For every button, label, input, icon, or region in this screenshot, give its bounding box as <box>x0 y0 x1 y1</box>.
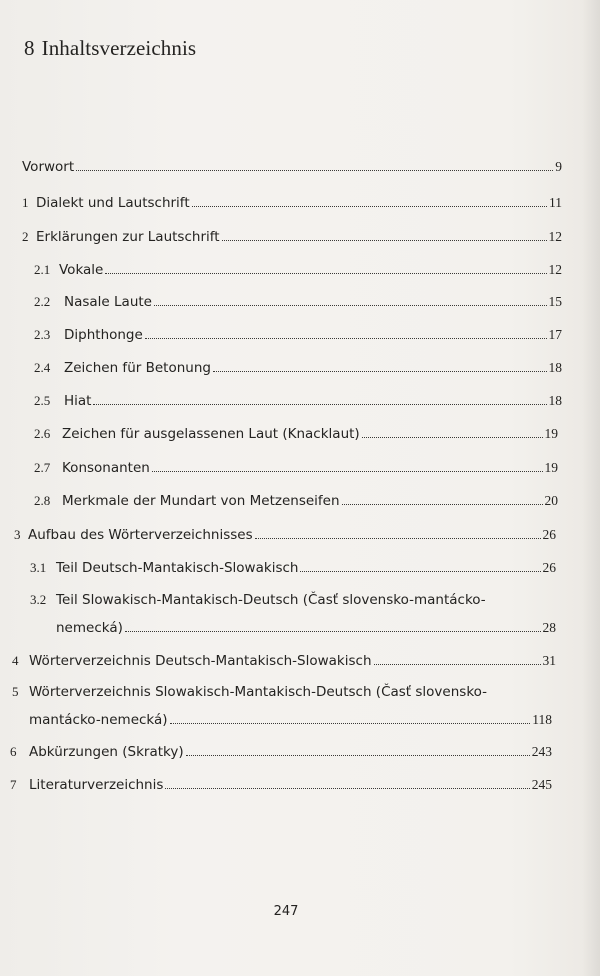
toc-entry-number: 5 <box>12 684 19 699</box>
dot-leader <box>192 206 547 207</box>
toc-entry-2-6 <box>34 425 558 443</box>
toc-entry-2-8 <box>34 492 558 510</box>
toc-entry-5 <box>12 683 556 701</box>
page-edge-shadow <box>582 0 600 976</box>
toc-entry-3-2 <box>30 591 556 609</box>
toc-entry-title: Hiat <box>64 393 92 409</box>
toc-entry-title: Zeichen für Betonung <box>64 360 211 376</box>
dot-leader <box>165 788 529 789</box>
toc-entry-title: Vorwort <box>22 159 75 175</box>
toc-entry-number: 2.8 <box>34 493 51 508</box>
toc-entry-3 <box>14 526 556 544</box>
toc-entry-title: Zeichen für ausgelassenen Laut (Knacklaut) <box>62 426 360 442</box>
toc-entry-title: Wörterverzeichnis Slowakisch-Mantakisch-Deutsch (Časť slovensko- <box>29 684 488 700</box>
toc-entry-title-continued: mantácko-nemecká) <box>29 712 168 728</box>
toc-entry-page: 118 <box>532 712 552 727</box>
page-number: 247 <box>273 904 299 919</box>
toc-entry-page: 17 <box>548 327 562 342</box>
toc-entry-2-4 <box>34 359 562 377</box>
dot-leader <box>93 404 546 405</box>
toc-entry-2-3 <box>34 326 562 344</box>
toc-entry-title: Teil Deutsch-Mantakisch-Slowakisch <box>56 560 299 576</box>
toc-entry-title: Konsonanten <box>62 460 150 476</box>
toc-entry-page: 19 <box>544 426 558 441</box>
toc-entry-title: Merkmale der Mundart von Metzenseifen <box>62 493 340 509</box>
toc-entry-2 <box>22 228 562 246</box>
toc-entry-number: 7 <box>10 777 17 792</box>
toc-entry-2-5 <box>34 392 562 410</box>
dot-leader <box>222 240 547 241</box>
toc-entry-page: 18 <box>548 360 562 375</box>
toc-entry-title: Nasale Laute <box>64 294 152 310</box>
dot-leader <box>152 471 543 472</box>
toc-entry-5-continued <box>29 711 552 729</box>
toc-entry-title: Wörterverzeichnis Deutsch-Mantakisch-Slowakisch <box>29 653 372 669</box>
dot-leader <box>125 631 541 632</box>
toc-entry-page: 15 <box>548 294 562 309</box>
toc-entry-number: 2 <box>22 229 29 244</box>
toc-entry-page: 12 <box>548 262 562 277</box>
toc-entry-number: 2.4 <box>34 360 51 375</box>
toc-entry-2-2 <box>34 293 562 311</box>
toc-entry-title: Vokale <box>59 262 104 278</box>
toc-entry-number: 1 <box>22 195 29 210</box>
toc-entry-title: Erklärungen zur Lautschrift <box>36 229 220 245</box>
chapter-heading <box>24 36 196 61</box>
dot-leader <box>105 273 546 274</box>
toc-entry-3-2-continued <box>56 619 556 637</box>
toc-entry-title: Diphthonge <box>64 327 143 343</box>
toc-entry-number: 2.2 <box>34 294 51 309</box>
toc-entry-title: Aufbau des Wörterverzeichnisses <box>28 527 253 543</box>
chapter-title: Inhaltsverzeichnis <box>41 36 197 60</box>
toc-entry-2-1 <box>34 261 562 279</box>
dot-leader <box>255 538 541 539</box>
dot-leader <box>362 437 543 438</box>
toc-entry-page: 31 <box>542 653 556 668</box>
toc-entry-title-continued: nemecká) <box>56 620 123 636</box>
toc-entry-page: 12 <box>548 229 562 244</box>
chapter-number: 8 <box>24 36 35 60</box>
dot-leader <box>374 664 541 665</box>
toc-entry-page: 26 <box>542 560 556 575</box>
toc-entry-number: 2.6 <box>34 426 51 441</box>
toc-entry-number: 2.7 <box>34 460 51 475</box>
toc-entry-number: 2.5 <box>34 393 51 408</box>
toc-entry-title: Abkürzungen (Skratky) <box>29 744 184 760</box>
dot-leader <box>170 723 531 724</box>
toc-entry-title: Dialekt und Lautschrift <box>36 195 190 211</box>
toc-entry-page: 18 <box>548 393 562 408</box>
toc-entry-number: 3 <box>14 527 21 542</box>
toc-entry-page: 9 <box>555 159 562 174</box>
toc-entry-title: Teil Slowakisch-Mantakisch-Deutsch (Časť slovensko-mantácko- <box>56 592 486 608</box>
toc-entry-number: 2.1 <box>34 262 51 277</box>
toc-entry-7 <box>10 776 552 794</box>
dot-leader <box>342 504 543 505</box>
toc-entry-number: 4 <box>12 653 19 668</box>
toc-entry-page: 245 <box>531 777 552 792</box>
dot-leader <box>213 371 547 372</box>
toc-entry-number: 2.3 <box>34 327 51 342</box>
toc-entry-page: 19 <box>544 460 558 475</box>
toc-entry-6 <box>10 743 552 761</box>
toc-entry-3-1 <box>30 559 556 577</box>
dot-leader <box>300 571 540 572</box>
toc-entry-4 <box>12 652 556 670</box>
toc-entry-title: Literaturverzeichnis <box>29 777 164 793</box>
dot-leader <box>154 305 547 306</box>
toc-entry-number: 3.2 <box>30 592 47 607</box>
toc-entry-page: 20 <box>544 493 558 508</box>
dot-leader <box>76 170 553 171</box>
toc-entry-2-7 <box>34 459 558 477</box>
toc-entry-number: 3.1 <box>30 560 47 575</box>
toc-entry-1 <box>22 194 562 212</box>
toc-entry-page: 28 <box>542 620 556 635</box>
dot-leader <box>186 755 530 756</box>
toc-entry-number: 6 <box>10 744 17 759</box>
toc-entry-page: 26 <box>542 527 556 542</box>
toc-entry-vorwort <box>22 158 562 176</box>
dot-leader <box>145 338 547 339</box>
toc-entry-page: 11 <box>549 195 562 210</box>
toc-entry-page: 243 <box>531 744 552 759</box>
